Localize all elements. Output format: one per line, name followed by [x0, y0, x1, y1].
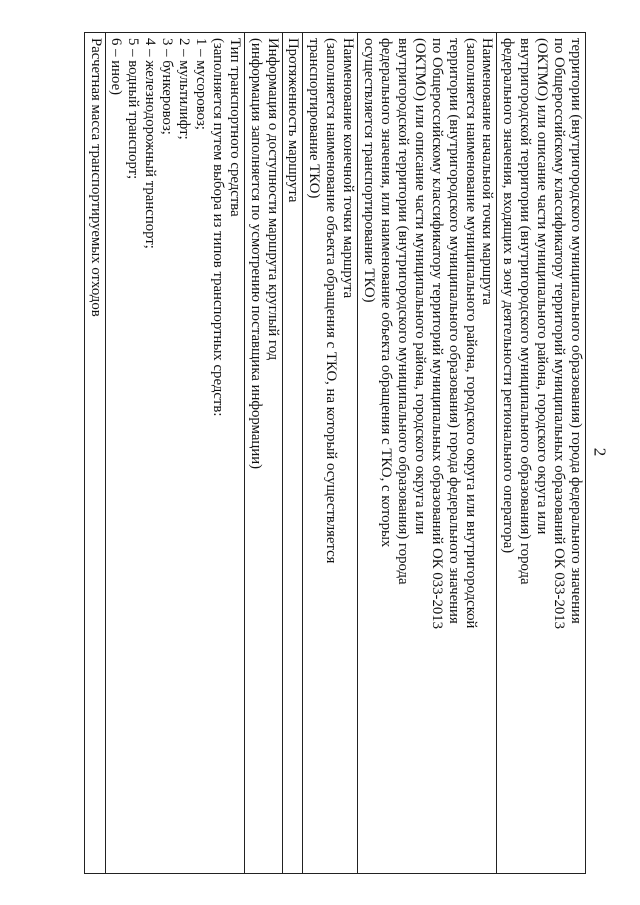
row-heading: Информация о доступности маршрута круглый год: [264, 38, 281, 361]
table-row: [358, 33, 497, 874]
table-row: [84, 33, 105, 874]
text-line: (ОКТМО) или описание части муниципального района, городского округа или: [411, 38, 428, 535]
row-heading: Тип транспортного средства: [226, 38, 243, 217]
text-line: транспортирование ТКО): [306, 38, 323, 199]
list-item: 4 – железнодорожный транспорт;: [142, 38, 159, 249]
text-line: территории (внутригородского муниципального образования) города федерального значения: [445, 38, 462, 624]
row-heading: Наименование конечной точки маршрута: [340, 38, 357, 299]
text-line: по Общероссийскому классификатору территорий муниципальных образований ОК 033-2013: [428, 38, 445, 630]
text-line: (заполняется путем выбора из типов транспортных средств:: [209, 38, 226, 417]
text-line: федерального значения, или наименование объекта обращения с ТКО, с которых: [378, 38, 395, 548]
table-cell: [497, 33, 586, 874]
table-cell: [282, 33, 303, 874]
text-line: (информация заполняется по усмотрению поставщика информации): [247, 38, 264, 470]
text-line: (ОКТМО) или описание части муниципального района, городского округа или: [534, 38, 551, 535]
text-line: (заполняется наименование муниципального района, городского округа или внутригородской: [462, 38, 479, 629]
table-row: [105, 33, 244, 874]
list-item: 1 – мусоровоз;: [192, 38, 209, 130]
list-item: 3 – бункеровоз;: [159, 38, 176, 135]
rotated-content: [87, 32, 586, 874]
table-row: [303, 33, 358, 874]
page-number: 2: [590, 447, 610, 457]
table-cell: [244, 33, 282, 874]
document-table-frame: [87, 32, 586, 874]
text-line: осуществляется транспортирование ТКО): [361, 38, 378, 303]
text-line: (заполняется наименование объекта обращения с ТКО, на который осуществляется: [323, 38, 340, 564]
table-cell: [303, 33, 358, 874]
row-heading: Протяженность маршрута: [285, 38, 302, 203]
text-line: внутригородской территории (внутригородского муниципального образования) города: [394, 38, 411, 585]
table-cell: [105, 33, 244, 874]
route-info-table: [84, 32, 586, 874]
text-line: территории (внутригородского муниципального образования) города федерального значения: [568, 38, 584, 624]
table-cell: [358, 33, 497, 874]
text-line: внутригородской территории (внутригородского муниципального образования) города: [517, 38, 534, 585]
list-item: 6 – иное): [108, 38, 125, 96]
list-item: 5 – водный транспорт;: [125, 38, 142, 180]
row-heading: Наименование начальной точки маршрута: [479, 38, 496, 305]
text-line: по Общероссийскому классификатору территорий муниципальных образований ОК 033-2013: [551, 38, 568, 630]
text-line: федерального значения, входящих в зону деятельности регионального оператора): [500, 38, 517, 554]
table-cell: [84, 33, 105, 874]
table-row: [282, 33, 303, 874]
table-row: [244, 33, 282, 874]
list-item: 2 – мультилифт;: [176, 38, 193, 140]
table-row: [497, 33, 586, 874]
row-heading: Расчетная масса транспортируемых отходов: [87, 38, 104, 317]
